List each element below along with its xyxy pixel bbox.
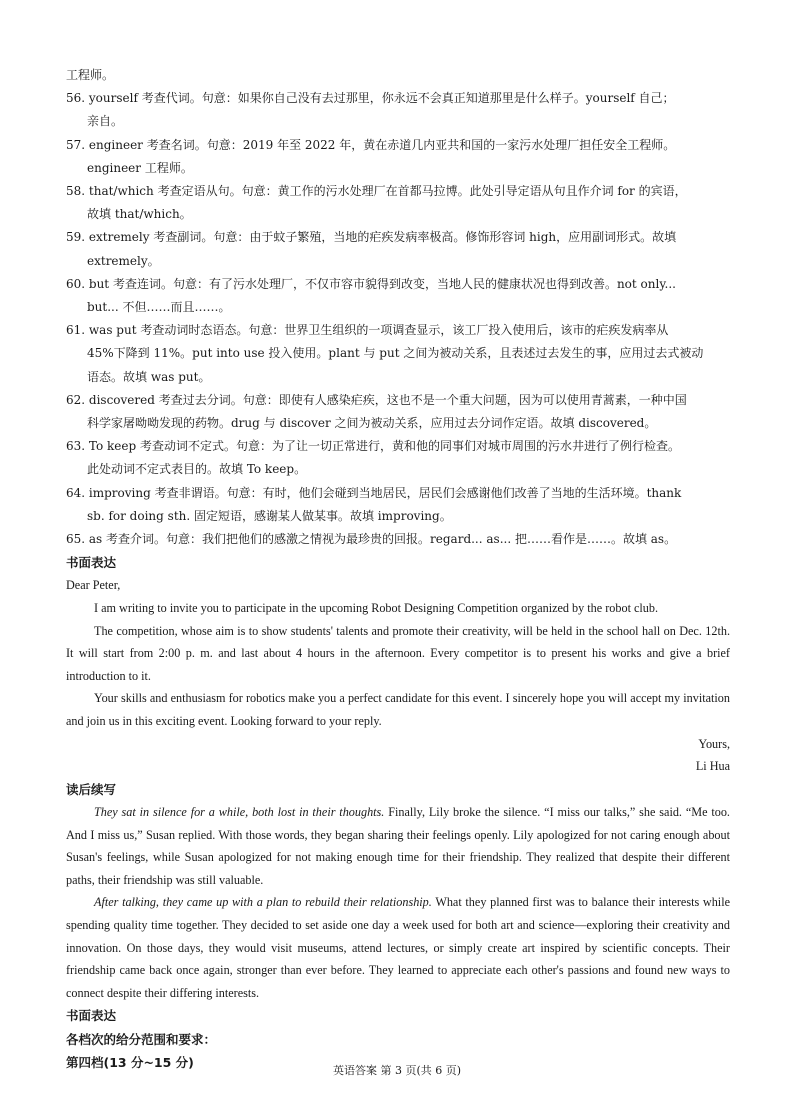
answer-line: 63. To keep 考查动词不定式。句意：为了让一切正常进行，黄和他的同事们对城市周围的污水井进行了例行检查。 [66,439,680,454]
answer-line: 62. discovered 考查过去分词。句意：即使有人感染疟疾，这也不是一个重大问题，因为可以使用青蒿素，一种中国 [66,392,687,407]
answer-line: 57. engineer 考查名词。句意：2019 年至 2022 年，黄在赤道几内亚共和国的一家污水处理厂担任安全工程师。 [66,137,676,152]
answer-line: 工程师。 [66,68,115,82]
answer-line-continuation: extremely。 [87,253,160,268]
answer-line: 61. was put 考查动词时态语态。句意：世界卫生组织的一项调查显示，该工厂投入使用后，该市的疟疾发病率从 [66,323,669,338]
given-opening-sentence: They sat in silence for a while, both lost in their thoughts. [94,805,385,820]
continuation-paragraph [66,801,730,891]
answer-line-continuation: engineer 工程师。 [87,160,193,175]
letter-paragraph: The competition, whose aim is to show students' talents and promote their creativity, will be held in the school hall on Dec. 12th. It will start from 2:00 p. m. and last about 4 hours in the afternoon. Every competitor is to present his works and give a brief introduction to it. [66,623,730,683]
answer-line: 64. improving 考查非谓语。句意：有时，他们会碰到当地居民，居民们会感谢他们改善了当地的生活环境。thank [66,485,682,500]
answer-line-continuation: 亲自。 [87,114,124,129]
answer-line-continuation: 此处动词不定式表目的。故填 To keep。 [87,462,307,477]
paragraph-text: Finally, Lily broke the silence. “I miss our talks,” she said. “Me too. And I miss us,” Susan replied. With those words, they began sharing their feelings openly. Lily apologized for not caring enough about Susan's feelings, while Susan apologized for not making enough time for their friendship. They realized that despite their different paths, their friendship was still valuable. [66,805,730,887]
page-content [66,64,730,1074]
answer-line: 58. that/which 考查定语从句。句意：黄工作的污水处理厂在首都马拉博。此处引导定语从句且作介词 for 的宾语， [66,184,687,199]
page-footer: 英语答案 第 3 页(共 6 页) [332,1064,462,1077]
answer-line-continuation: sb. for doing sth. 固定短语，感谢某人做某事。故填 improving。 [87,508,452,523]
paragraph-text: What they planned first was to balance their interests while spending quality time together. They decided to set aside one day a week used for both art and science—exploring their creativity and innovation. On those days, they would visit museums, attend lectures, or simply create art inspired by scientific concepts. Their friendship came back once again, stronger than ever before. They learned to appreciate each other's passions and found new ways to connect despite their differing interests. [66,895,730,1000]
answer-line: 60. but 考查连词。句意：有了污水处理厂，不仅市容市貌得到改变，当地人民的健康状况也得到改善。not only... [66,276,676,291]
answer-line-continuation: 45%下降到 11%。put into use 投入使用。plant 与 put 之间为被动关系，且表述过去发生的事，应用过去式被动 [87,346,704,361]
answer-explanations [66,64,730,551]
letter-closing: Yours, [698,736,730,751]
scoring-level: 第四档(13 分~15 分) [66,1054,194,1070]
section-heading-continuation: 读后续写 [66,781,117,797]
letter-signature: Li Hua [695,759,730,774]
letter-greeting: Dear Peter, [66,578,121,593]
answer-line-continuation: 科学家屠呦呦发现的药物。drug 与 discover 之间为被动关系，应用过去分词作定语。故填 discovered。 [87,416,657,431]
section-heading-writing: 书面表达 [66,555,117,571]
letter-paragraph: Your skills and enthusiasm for robotics make you a perfect candidate for this event. I sincerely hope you will accept my invitation and join us in this exciting event. Looking forward to your reply. [66,691,730,729]
section-heading-scoring: 书面表达 [66,1008,117,1024]
answer-line: 65. as 考查介词。句意：我们把他们的感激之情视为最珍贵的回报。regard... as... 把……看作是……。故填 as。 [66,532,677,547]
letter-paragraph: I am writing to invite you to participate in the upcoming Robot Designing Competition organized by the robot club. [94,601,659,616]
answer-line: 59. extremely 考查副词。句意：由于蚊子繁殖，当地的疟疾发病率极高。修饰形容词 high，应用副词形式。故填 [66,230,677,245]
answer-line-continuation: 语态。故填 was put。 [87,369,211,384]
answer-line-continuation: 故填 that/which。 [87,207,192,222]
given-opening-sentence: After talking, they came up with a plan to rebuild their relationship. [94,895,432,910]
answer-line: 56. yourself 考查代词。句意：如果你自己没有去过那里，你永远不会真正知道那里是什么样子。yourself 自己； [66,91,675,106]
answer-line-continuation: but... 不但……而且……。 [87,300,231,315]
continuation-paragraph [66,891,730,1004]
scoring-subheading: 各档次的给分范围和要求： [66,1031,217,1047]
